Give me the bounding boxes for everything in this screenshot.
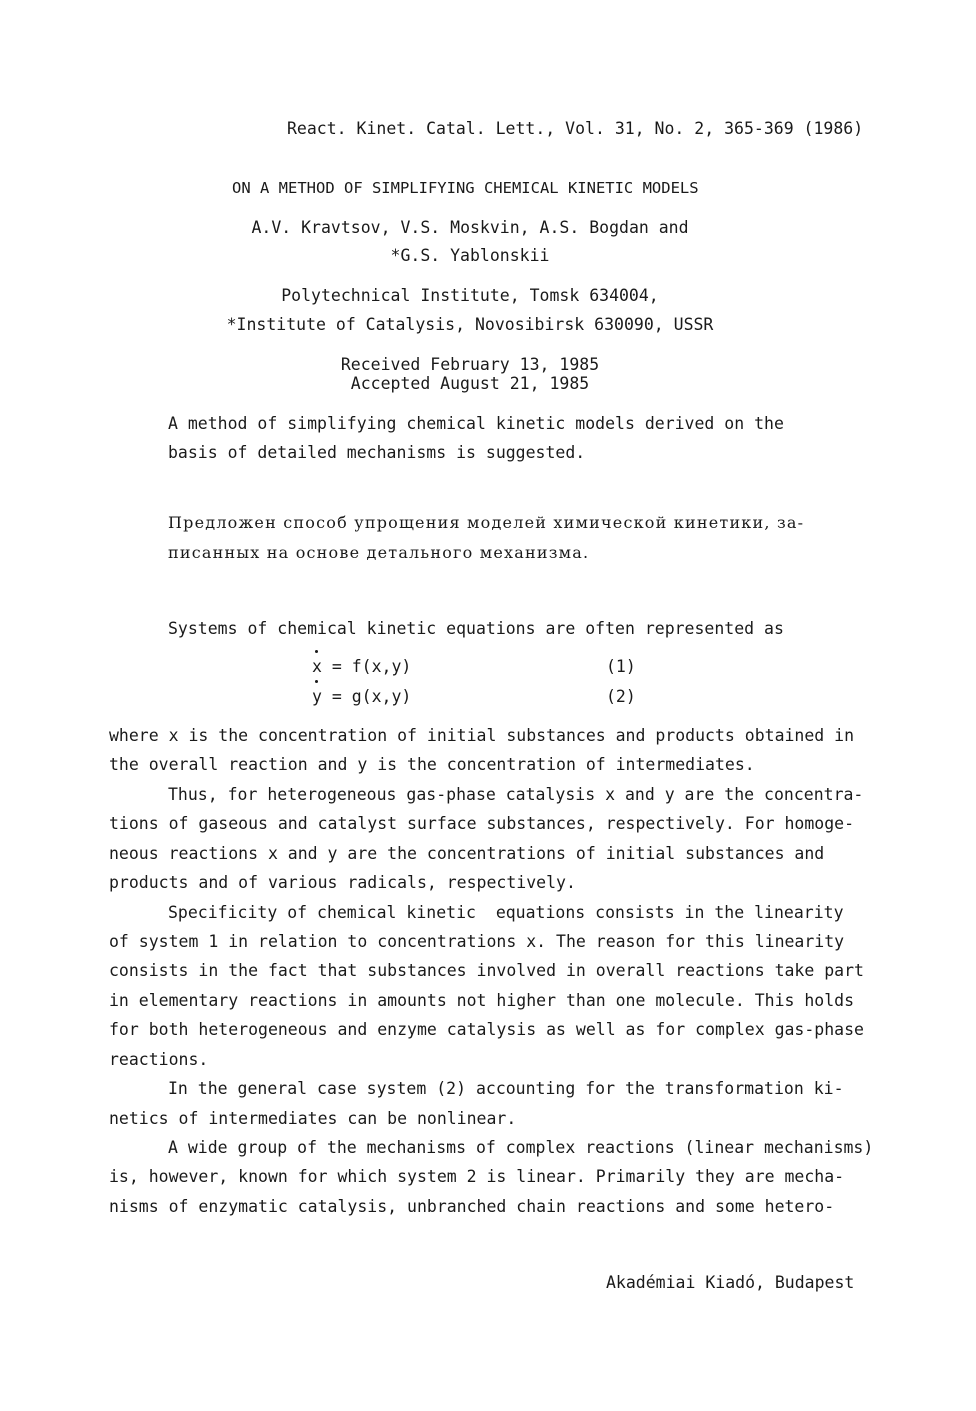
affiliation-line-2: *Institute of Catalysis, Novosibirsk 630090, USSR (226, 315, 714, 334)
equation-number-1: (1) (606, 657, 636, 676)
body-line: In the general case system (2) accounting for the transformation ki- (168, 1079, 844, 1098)
body-line: Systems of chemical kinetic equations are often represented as (168, 619, 784, 638)
body-line: tions of gaseous and catalyst surface substances, respectively. For homoge- (109, 814, 855, 833)
body-line: of system 1 in relation to concentrations x. The reason for this linearity (109, 932, 845, 951)
body-line: consists in the fact that substances involved in overall reactions take part (109, 961, 864, 980)
russian-abstract-line: Предложен способ упрощения моделей химической кинетики, за- (168, 513, 805, 532)
publisher-name: Akadémiai Kiadó, Budapest (606, 1273, 855, 1292)
journal-reference: React. Kinet. Catal. Lett., Vol. 31, No. 2, 365-369 (1986) (287, 119, 864, 138)
time-derivative-dot (315, 650, 318, 653)
authors-line-1: A.V. Kravtsov, V.S. Moskvin, A.S. Bogdan and (251, 218, 689, 237)
body-line: the overall reaction and y is the concentration of intermediates. (109, 755, 755, 774)
russian-abstract-line: писанных на основе детального механизма. (168, 543, 590, 562)
equation-1: x = f(x,y) (312, 657, 412, 676)
received-date: Received February 13, 1985 (340, 355, 600, 374)
authors-line-2: *G.S. Yablonskii (390, 246, 550, 265)
paper-title: ON A METHOD OF SIMPLIFYING CHEMICAL KINETIC MODELS (232, 179, 699, 197)
body-line: for both heterogeneous and enzyme catalysis as well as for complex gas-phase (109, 1020, 864, 1039)
affiliation-line-1: Polytechnical Institute, Tomsk 634004, (281, 286, 659, 305)
equation-number-2: (2) (606, 687, 636, 706)
body-line: is, however, known for which system 2 is linear. Primarily they are mecha- (109, 1167, 845, 1186)
body-line: Thus, for heterogeneous gas-phase catalysis x and y are the concentra- (168, 785, 864, 804)
equation-2: y = g(x,y) (312, 687, 412, 706)
abstract-line: A method of simplifying chemical kinetic models derived on the (168, 414, 784, 433)
body-line: Specificity of chemical kinetic equations consists in the linearity (168, 903, 844, 922)
body-line: reactions. (109, 1050, 209, 1069)
body-line: netics of intermediates can be nonlinear. (109, 1109, 517, 1128)
abstract-line: basis of detailed mechanisms is suggested. (168, 443, 586, 462)
accepted-date: Accepted August 21, 1985 (350, 374, 590, 393)
body-line: A wide group of the mechanisms of complex reactions (linear mechanisms) (168, 1138, 874, 1157)
body-line: nisms of enzymatic catalysis, unbranched chain reactions and some hetero- (109, 1197, 835, 1216)
time-derivative-dot (315, 680, 318, 683)
body-line: products and of various radicals, respectively. (109, 873, 576, 892)
body-line: neous reactions x and y are the concentrations of initial substances and (109, 844, 825, 863)
body-line: where x is the concentration of initial substances and products obtained in (109, 726, 855, 745)
body-line: in elementary reactions in amounts not higher than one molecule. This holds (109, 991, 855, 1010)
